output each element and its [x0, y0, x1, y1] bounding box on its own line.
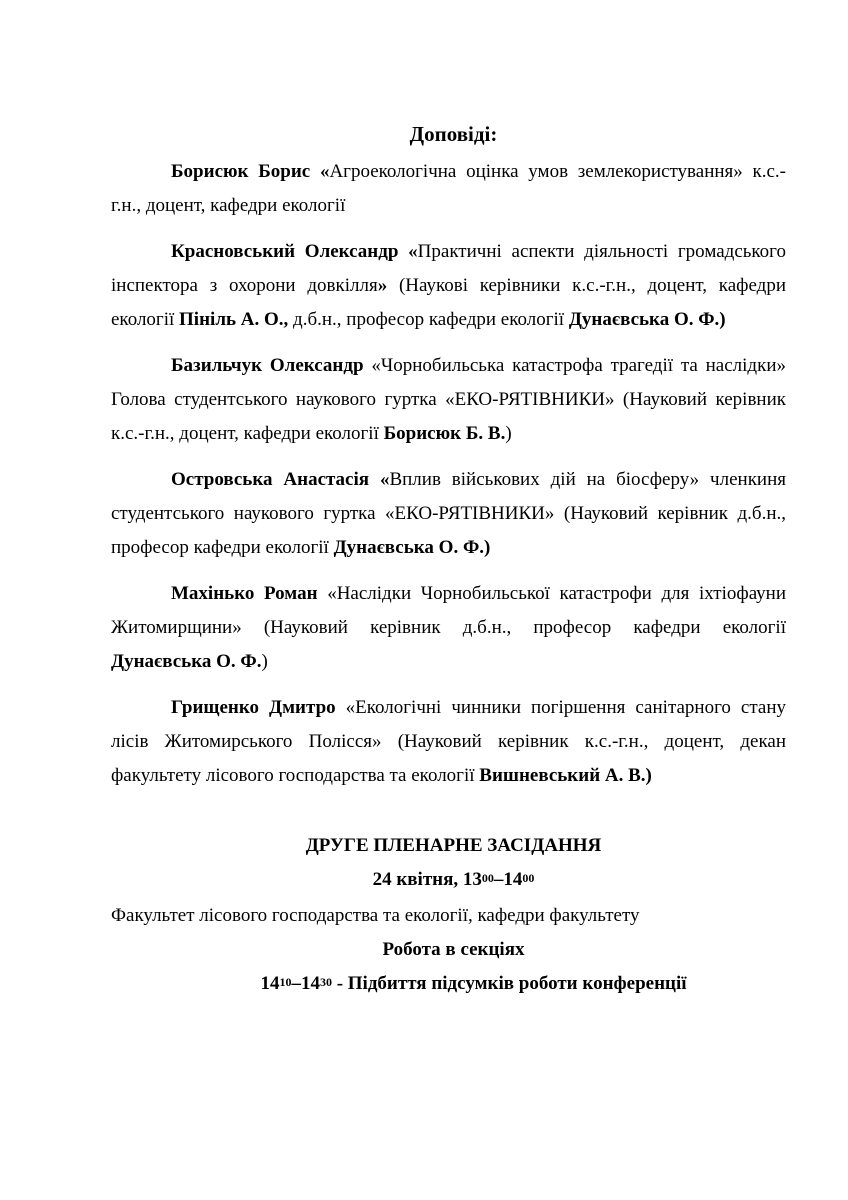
speaker-name: Красновський Олександр	[171, 241, 399, 262]
start-minutes: 00	[481, 871, 494, 885]
report-text: )	[505, 423, 512, 444]
report-entry	[111, 349, 786, 451]
bold-text: »	[377, 275, 388, 296]
bold-text: Дунаєвська О. Ф.)	[333, 537, 491, 558]
summary-end-minutes: 30	[319, 975, 332, 989]
sections-line: Робота в секціях	[382, 939, 525, 960]
bold-text: «	[398, 241, 418, 262]
report-entry	[111, 235, 786, 337]
summary-start-hour: 14	[260, 973, 280, 994]
report-text: Вплив військових дій на біосферу» членкиня студентського наукового гуртка «ЕКО-РЯТІВНИКИ» (Науковий керівник д.б.н., професор кафедри екології	[111, 469, 786, 558]
bold-text: Дунаєвська О. Ф.	[111, 651, 262, 672]
report-entry	[111, 691, 786, 793]
plenary-date: 24 квітня, 13	[372, 869, 482, 890]
summary-line	[111, 967, 786, 1001]
report-entry	[111, 155, 786, 223]
plenary-title: ДРУГЕ ПЛЕНАРНЕ ЗАСІДАННЯ	[305, 835, 602, 856]
section-heading: Доповіді:	[409, 122, 498, 146]
report-text: «Наслідки Чорнобильської катастрофи для іхтіофауни Житомирщини» (Науковий керівник д.б.н., професор кафедри екології	[111, 583, 787, 638]
time-dash: –14	[493, 869, 523, 890]
bold-text: Борисюк Б. В.	[383, 423, 506, 444]
report-entry	[111, 463, 786, 565]
report-text: )	[261, 651, 268, 672]
faculty-line: Факультет лісового господарства та екології, кафедри факультету	[111, 905, 640, 926]
bold-text: Пініль А. О.,	[179, 309, 289, 330]
speaker-name: Грищенко Дмитро	[171, 697, 336, 718]
report-text: Агроекологічна оцінка умов землекористування» к.с.-г.н., доцент, кафедри екології	[111, 161, 787, 216]
bold-text: «	[369, 469, 390, 490]
speaker-name: Островська Анастасія	[171, 469, 370, 490]
report-text: д.б.н., професор кафедри екології	[288, 309, 569, 330]
plenary-time	[111, 863, 786, 897]
bold-text: Дунаєвська О. Ф.)	[568, 309, 726, 330]
report-text: Практичні аспекти діяльності громадського інспектора з охорони довкілля	[111, 241, 786, 296]
reports-list	[111, 155, 786, 793]
speaker-name: Махінько Роман	[171, 583, 318, 604]
speaker-name: Борисюк Борис	[171, 161, 311, 182]
bold-text: Вишневський А. В.)	[479, 765, 652, 786]
report-entry	[111, 577, 786, 679]
report-text: «Чорнобильська катастрофа трагедії та наслідки» Голова студентського наукового гуртка «ЕКО-РЯТІВНИКИ» (Науковий керівник к.с.-г.н., доцент, кафедри екології	[111, 355, 786, 444]
end-minutes: 00	[522, 871, 535, 885]
speaker-name: Базильчук Олександр	[171, 355, 364, 376]
summary-text: - Підбиття підсумків роботи конференції	[331, 973, 687, 994]
bold-text: «	[310, 161, 330, 182]
summary-dash: –14	[291, 973, 320, 994]
report-text: (Наукові керівники к.с.-г.н., доцент, кафедри екології	[111, 275, 786, 330]
summary-start-minutes: 10	[279, 975, 292, 989]
report-text: «Екологічні чинники погіршення санітарного стану лісів Житомирського Полісся» (Науковий керівник к.с.-г.н., доцент, декан факультету лісового господарства та екології	[111, 697, 786, 786]
